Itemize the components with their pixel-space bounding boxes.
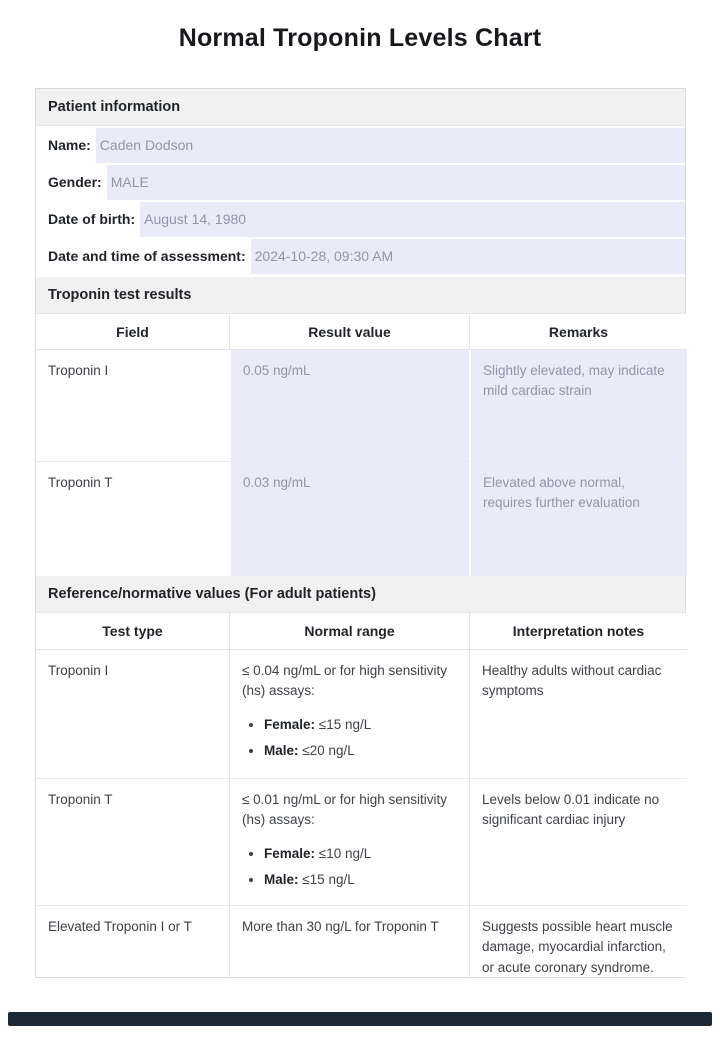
table-cell-remarks-troponin-i[interactable]: Slightly elevated, may indicate mild cardiac strain xyxy=(469,350,687,462)
test-results-table xyxy=(36,314,685,576)
reference-values-table xyxy=(36,613,685,977)
date-of-birth-label: Date of birth: xyxy=(36,202,140,237)
range-item-male: • Male: ≤20 ng/L xyxy=(264,741,457,761)
assessment-datetime-label: Date and time of assessment: xyxy=(36,239,251,274)
gender-label: Gender: xyxy=(36,165,107,200)
patient-info-fields xyxy=(36,126,685,277)
range-item-female: • Female: ≤15 ng/L xyxy=(264,715,457,735)
table-cell-normal-range-troponin-t xyxy=(229,779,469,906)
column-header-result-value: Result value xyxy=(229,314,469,350)
range-bullet-list xyxy=(246,715,457,762)
name-label: Name: xyxy=(36,128,96,163)
table-cell-result-troponin-t[interactable]: 0.03 ng/mL xyxy=(229,462,469,576)
field-row-gender xyxy=(36,165,685,200)
table-cell-remarks-troponin-t[interactable]: Elevated above normal, requires further evaluation xyxy=(469,462,687,576)
name-field[interactable]: Caden Dodson xyxy=(96,128,685,163)
date-of-birth-field[interactable]: August 14, 1980 xyxy=(140,202,685,237)
table-cell-notes-troponin-i: Healthy adults without cardiac symptoms xyxy=(469,650,687,779)
table-cell-result-troponin-i[interactable]: 0.05 ng/mL xyxy=(229,350,469,462)
table-cell-test-type-troponin-t: Troponin T xyxy=(36,779,229,906)
range-item-female: • Female: ≤10 ng/L xyxy=(264,844,457,864)
column-header-remarks: Remarks xyxy=(469,314,687,350)
table-cell-notes-elevated: Suggests possible heart muscle damage, myocardial infarction, or acute coronary syndrome. xyxy=(469,906,687,977)
column-header-interpretation-notes: Interpretation notes xyxy=(469,613,687,650)
range-intro: ≤ 0.01 ng/mL or for high sensitivity (hs) assays: xyxy=(242,792,448,828)
assessment-datetime-field[interactable]: 2024-10-28, 09:30 AM xyxy=(251,239,685,274)
table-cell-field-troponin-i: Troponin I xyxy=(36,350,229,462)
table-cell-normal-range-troponin-i xyxy=(229,650,469,779)
page-footer-bar xyxy=(8,1012,712,1026)
page-title: Normal Troponin Levels Chart xyxy=(178,24,542,52)
table-cell-normal-range-elevated: More than 30 ng/L for Troponin T xyxy=(229,906,469,977)
field-row-assessment-datetime xyxy=(36,239,685,274)
column-header-field: Field xyxy=(36,314,229,350)
section-header-test-results: Troponin test results xyxy=(36,277,685,314)
table-cell-field-troponin-t: Troponin T xyxy=(36,462,229,576)
range-bullet-list xyxy=(246,844,457,891)
field-row-date-of-birth xyxy=(36,202,685,237)
table-cell-test-type-elevated: Elevated Troponin I or T xyxy=(36,906,229,977)
field-row-name xyxy=(36,128,685,163)
section-header-reference-values: Reference/normative values (For adult patients) xyxy=(36,576,685,613)
section-header-patient-information: Patient information xyxy=(36,89,685,126)
range-item-male: • Male: ≤15 ng/L xyxy=(264,870,457,890)
column-header-test-type: Test type xyxy=(36,613,229,650)
column-header-normal-range: Normal range xyxy=(229,613,469,650)
range-intro: ≤ 0.04 ng/mL or for high sensitivity (hs) assays: xyxy=(242,663,448,699)
document-container xyxy=(35,88,686,978)
gender-field[interactable]: MALE xyxy=(107,165,685,200)
table-cell-test-type-troponin-i: Troponin I xyxy=(36,650,229,779)
table-cell-notes-troponin-t: Levels below 0.01 indicate no significant cardiac injury xyxy=(469,779,687,906)
